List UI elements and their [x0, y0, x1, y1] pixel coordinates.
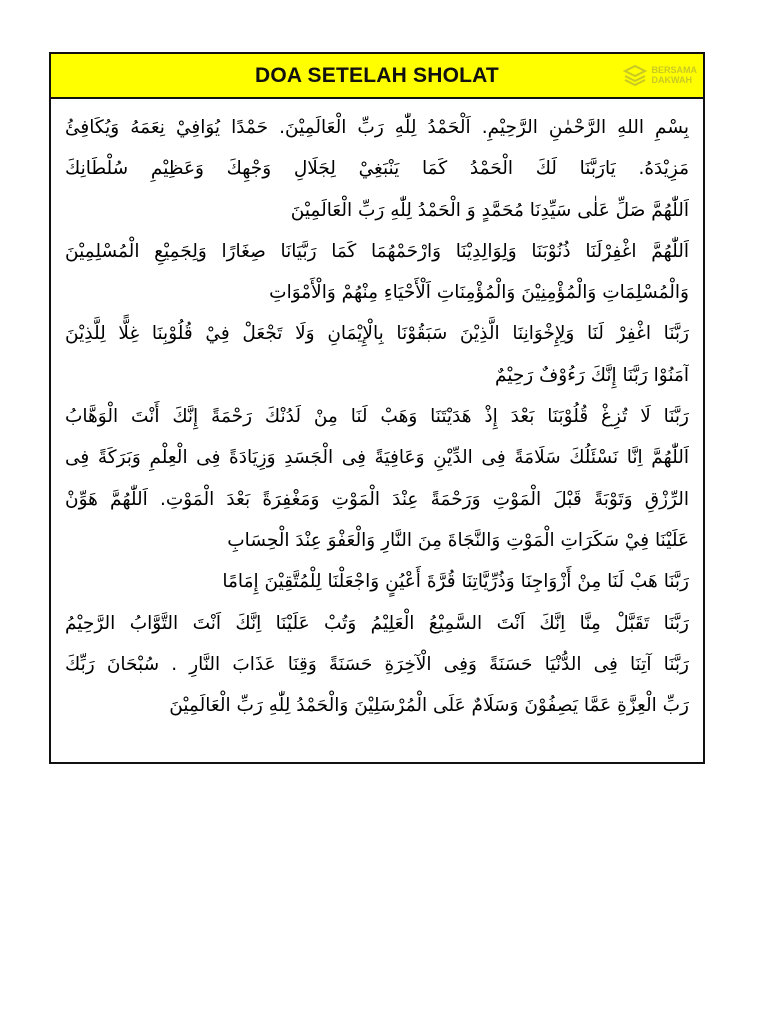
prayer-line-3: اَللّٰهُمَّ صَلِّ عَلٰى سَيِّدِنَا مُحَمَّدٍ وَ الْحَمْدُ لِلّٰهِ رَبِّ الْعَالَمِيْنَ — [290, 199, 689, 221]
prayer-card — [49, 52, 705, 764]
page-title: DOA SETELAH SHOLAT — [255, 64, 499, 87]
prayer-line-10: الرِّزْقِ وَتَوْبَةً قَبْلَ الْمَوْتِ وَرَحْمَةً عِنْدَ الْمَوْتِ وَمَغْفِرَةً بَعْدَ الْمَوْتِ. اَللّٰهُمَّ هَوِّنْ — [65, 488, 689, 510]
prayer-line-14: رَبَّنَا آتِنَا فِى الدُّنْيَا حَسَنَةً وَفِى الْآخِرَةِ حَسَنَةً وَقِنَا عَذَابَ النَّارِ . سُبْحَانَ رَبِّكَ — [65, 653, 689, 675]
prayer-line-4: اَللّٰهُمَّ اغْفِرْلَنَا ذُنُوْبَنَا وَلِوَالِدِيْنَا وَارْحَمْهُمَا كَمَا رَبَّيَانَا صِغَارًا وَلِجَمِيْعِ الْمُسْلِمِيْنَ — [65, 240, 689, 262]
prayer-line-1: بِسْمِ اللهِ الرَّحْمٰنِ الرَّحِيْمِ. اَلْحَمْدُ لِلّٰهِ رَبِّ الْعَالَمِيْنَ. حَمْدًا يُوَافِيْ نِعَمَهُ وَيُكَافِئُ — [65, 117, 689, 138]
prayer-line-11: عَلَيْنَا فِيْ سَكَرَاتِ الْمَوْتِ وَالنَّجَاةَ مِنَ النَّارِ وَالْعَفْوَ عِنْدَ الْحِسَابِ — [227, 529, 689, 551]
watermark-logo — [622, 62, 697, 88]
prayer-line-9: اَللّٰهُمَّ اِنَّا نَسْئَلُكَ سَلَامَةً فِى الدِّيْنِ وَعَافِيَةً فِى الْجَسَدِ وَزِيَادَةً فِى الْعِلْمِ وَبَرَكَةً فِى — [65, 447, 689, 469]
watermark-line1: BERSAMA — [651, 65, 697, 75]
card-header — [51, 54, 703, 99]
prayer-line-12: رَبَّنَا هَبْ لَنَا مِنْ أَزْوَاجِنَا وَذُرِّيَّاتِنَا قُرَّةَ أَعْيُنٍ وَاجْعَلْنَا لِلْمُتَّقِيْنَ إِمَامًا — [222, 571, 689, 593]
book-icon — [622, 62, 648, 88]
watermark-line2: DAKWAH — [651, 75, 692, 85]
prayer-line-15: رَبِّ الْعِزَّةِ عَمَّا يَصِفُوْنَ وَسَلَامٌ عَلَى الْمُرْسَلِيْنَ وَالْحَمْدُ لِلّٰهِ رَبِّ الْعَالَمِيْنَ — [169, 695, 689, 717]
prayer-text — [51, 99, 703, 726]
watermark-text — [651, 65, 697, 85]
prayer-line-5: وَالْمُسْلِمَاتِ وَالْمُؤْمِنِيْنَ وَالْمُؤْمِنَاتِ اَلْأَحْيَاءِ مِنْهُمْ وَالْأَمْوَاتِ — [269, 282, 689, 304]
prayer-line-2: مَزِيْدَهُ. يَارَبَّنَا لَكَ الْحَمْدُ كَمَا يَنْبَغِيْ لِجَلَالِ وَجْهِكَ وَعَظِيْمِ سُلْطَانِكَ — [65, 158, 689, 180]
prayer-line-7: آمَنُوْا رَبَّنَا إِنَّكَ رَءُوْفٌ رَحِيْمٌ — [494, 364, 689, 386]
prayer-line-13: رَبَّنَا تَقَبَّلْ مِنَّا اِنَّكَ اَنْتَ السَّمِيْعُ الْعَلِيْمُ وَتُبْ عَلَيْنَا اِنَّكَ اَنْتَ التَّوَّابُ الرَّحِيْمُ — [65, 612, 689, 634]
prayer-line-6: رَبَّنَا اغْفِرْ لَنَا وَلِإِخْوَانِنَا الَّذِيْنَ سَبَقُوْنَا بِالْإِيْمَانِ وَلَا تَجْعَلْ فِيْ قُلُوْبِنَا غِلًّا لِلَّذِيْنَ — [65, 323, 689, 345]
prayer-line-8: رَبَّنَا لَا تُزِغْ قُلُوْبَنَا بَعْدَ إِذْ هَدَيْتَنَا وَهَبْ لَنَا مِنْ لَدُنْكَ رَحْمَةً إِنَّكَ أَنْتَ الْوَهَّابُ — [65, 406, 689, 428]
